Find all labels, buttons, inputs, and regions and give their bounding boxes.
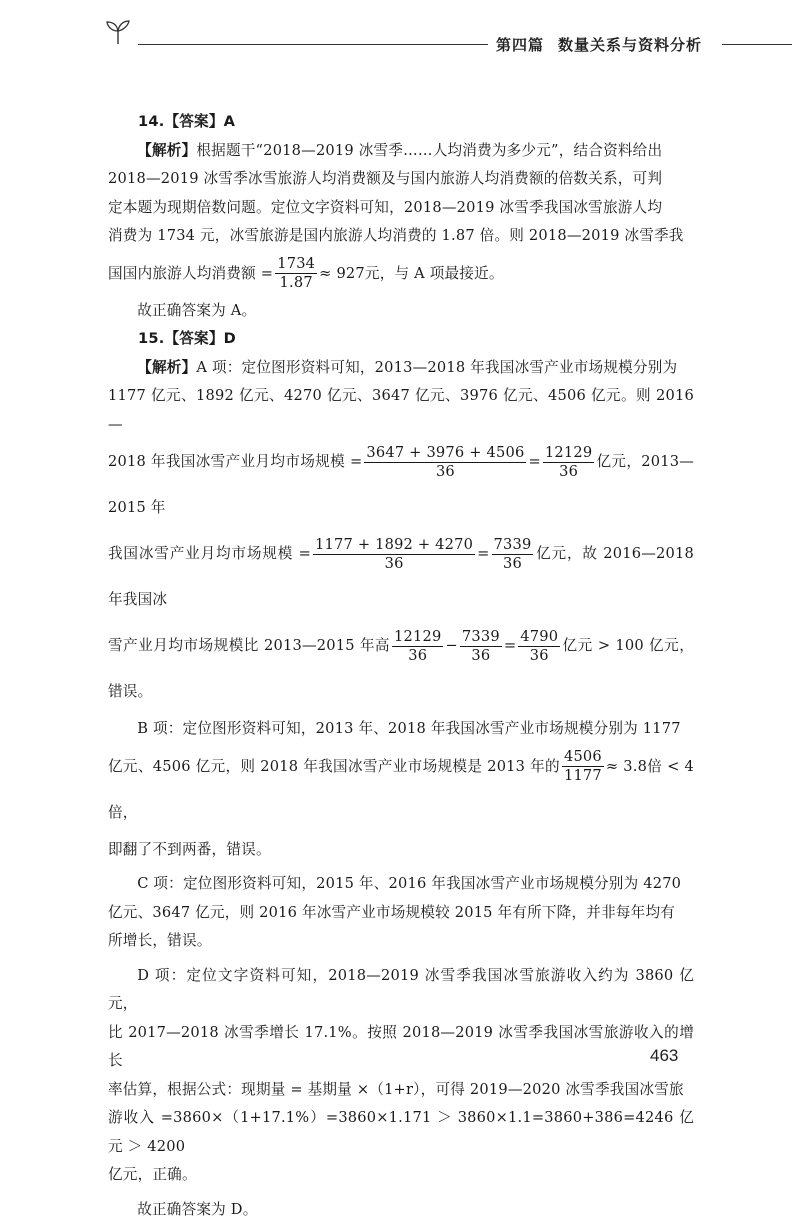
q15-a-fraction-2 xyxy=(543,444,594,481)
q15-d-text-1: D 项：定位文字资料可知，2018—2019 冰雪季我国冰雪旅游收入约为 3860 亿元， xyxy=(108,962,694,1019)
q15-a-eq-2: = xyxy=(477,545,489,562)
q15-d-text-2: 比 2017—2018 冰雪季增长 17.1%。按照 2018—2019 冰雪季我国冰雪旅游收入的增长 xyxy=(108,1019,694,1076)
q15-a-fraction-5 xyxy=(392,628,443,665)
q14-analysis xyxy=(108,137,694,166)
q14-formula-line xyxy=(108,251,694,297)
sprout-icon xyxy=(104,18,132,46)
page-number: 463 xyxy=(650,1046,678,1066)
q15-a-fraction-7-den: 36 xyxy=(518,647,560,665)
q14-fraction-denominator: 1.87 xyxy=(275,274,317,292)
q14-answer: 14.【答案】A xyxy=(138,108,694,137)
header-rule-right xyxy=(722,44,792,45)
q15-a-text-2: 1177 亿元、1892 亿元、4270 亿元、3647 亿元、3976 亿元、4506 亿元。则 2016— xyxy=(108,382,694,439)
q15-analysis xyxy=(108,354,694,383)
q15-a-fraction-4-num: 7339 xyxy=(492,536,534,555)
q15-b-text-3: 即翻了不到两番，错误。 xyxy=(108,836,694,865)
page-header xyxy=(0,0,800,70)
q15-a-formula-3-post: 亿元 > 100 亿元，错误。 xyxy=(108,637,694,700)
q15-a-fraction-3-den: 36 xyxy=(313,555,475,573)
header-rule-left xyxy=(138,44,488,45)
q15-a-formula-2-pre: 我国冰雪产业月均市场规模 = xyxy=(108,545,311,562)
q15-d-text-3: 率估算，根据公式：现期量 = 基期量 ×（1+r），可得 2019—2020 冰雪季我国冰雪旅 xyxy=(108,1076,694,1105)
q15-c-text-3: 所增长，错误。 xyxy=(108,927,694,956)
page-body xyxy=(108,108,694,1224)
q14-conclusion: 故正确答案为 A。 xyxy=(108,297,694,326)
q15-b-fraction-num: 4506 xyxy=(562,748,604,767)
header-part: 第四篇 xyxy=(496,36,544,54)
q15-a-formula-3-pre: 雪产业月均市场规模比 2013—2015 年高 xyxy=(108,637,390,654)
q15-a-eq-1: = xyxy=(528,453,540,470)
q15-a-fraction-6-den: 36 xyxy=(460,647,502,665)
q15-a-formula-2-post: 亿元，故 2016—2018 年我国冰 xyxy=(108,545,694,608)
q15-a-fraction-5-num: 12129 xyxy=(392,628,443,647)
q15-a-eq-3: = xyxy=(504,637,516,654)
q15-conclusion: 故正确答案为 D。 xyxy=(108,1196,694,1224)
q15-a-fraction-2-num: 12129 xyxy=(543,444,594,463)
q15-a-fraction-7 xyxy=(518,628,560,665)
q15-a-fraction-1-den: 36 xyxy=(364,463,526,481)
q15-a-formula-3 xyxy=(108,623,694,715)
q15-b-text-1: B 项：定位图形资料可知，2013 年、2018 年我国冰雪产业市场规模分别为 1177 xyxy=(108,715,694,744)
q14-formula-pre: 国国内旅游人均消费额 = xyxy=(108,265,273,282)
q15-a-formula-2 xyxy=(108,531,694,623)
q14-text-3: 定本题为现期倍数问题。定位文字资料可知，2018—2019 冰雪季我国冰雪旅游人均 xyxy=(108,194,694,223)
q15-a-fraction-4-den: 36 xyxy=(492,555,534,573)
q15-a-formula-1-pre: 2018 年我国冰雪产业月均市场规模 = xyxy=(108,453,362,470)
q15-a-text-1: A 项：定位图形资料可知，2013—2018 年我国冰雪产业市场规模分别为 xyxy=(196,359,677,376)
q15-b-formula xyxy=(108,744,694,836)
q14-analysis-tag: 【解析】 xyxy=(137,142,196,159)
q15-a-fraction-4 xyxy=(492,536,534,573)
q15-a-fraction-6-num: 7339 xyxy=(460,628,502,647)
q14-text-4: 消费为 1734 元，冰雪旅游是国内旅游人均消费的 1.87 倍。则 2018—2019 冰雪季我 xyxy=(108,222,694,251)
q15-a-fraction-3-num: 1177 + 1892 + 4270 xyxy=(313,536,475,555)
q14-text-1: 根据题干“2018—2019 冰雪季……人均消费为多少元”，结合资料给出 xyxy=(196,142,662,159)
q15-c-text-1: C 项：定位图形资料可知，2015 年、2016 年我国冰雪产业市场规模分别为 4270 xyxy=(108,870,694,899)
q15-a-formula-1 xyxy=(108,439,694,531)
q15-b-formula-post: ≈ 3.8倍 < 4 倍， xyxy=(108,758,694,821)
q15-a-formula-1-post: 亿元，2013—2015 年 xyxy=(108,453,694,516)
q15-a-fraction-7-num: 4790 xyxy=(518,628,560,647)
q15-b-formula-pre: 亿元、4506 亿元，则 2018 年我国冰雪产业市场规模是 2013 年的 xyxy=(108,758,560,775)
q15-a-minus: − xyxy=(445,637,457,654)
q15-c-text-2: 亿元、3647 亿元，则 2016 年冰雪产业市场规模较 2015 年有所下降，并非每年均有 xyxy=(108,899,694,928)
q15-a-fraction-5-den: 36 xyxy=(392,647,443,665)
q15-b-fraction xyxy=(562,748,604,785)
q14-fraction xyxy=(275,255,317,292)
q15-a-fraction-2-den: 36 xyxy=(543,463,594,481)
q15-a-fraction-3 xyxy=(313,536,475,573)
q15-a-fraction-1-num: 3647 + 3976 + 4506 xyxy=(364,444,526,463)
q14-text-2: 2018—2019 冰雪季冰雪旅游人均消费额及与国内旅游人均消费额的倍数关系，可判 xyxy=(108,165,694,194)
q15-b-fraction-den: 1177 xyxy=(562,767,604,785)
q14-formula-post: ≈ 927元，与 A 项最接近。 xyxy=(319,265,504,282)
q15-a-fraction-1 xyxy=(364,444,526,481)
header-section-title: 数量关系与资料分析 xyxy=(558,36,702,54)
q15-a-fraction-6 xyxy=(460,628,502,665)
q15-d-text-5: 亿元，正确。 xyxy=(108,1161,694,1190)
q15-answer: 15.【答案】D xyxy=(138,325,694,354)
q15-analysis-tag: 【解析】 xyxy=(137,359,196,376)
header-title xyxy=(496,34,718,55)
q15-d-text-4: 游收入 =3860×（1+17.1%）=3860×1.171 ＞ 3860×1.1=3860+386=4246 亿元 ＞ 4200 xyxy=(108,1104,694,1161)
q14-fraction-numerator: 1734 xyxy=(275,255,317,274)
